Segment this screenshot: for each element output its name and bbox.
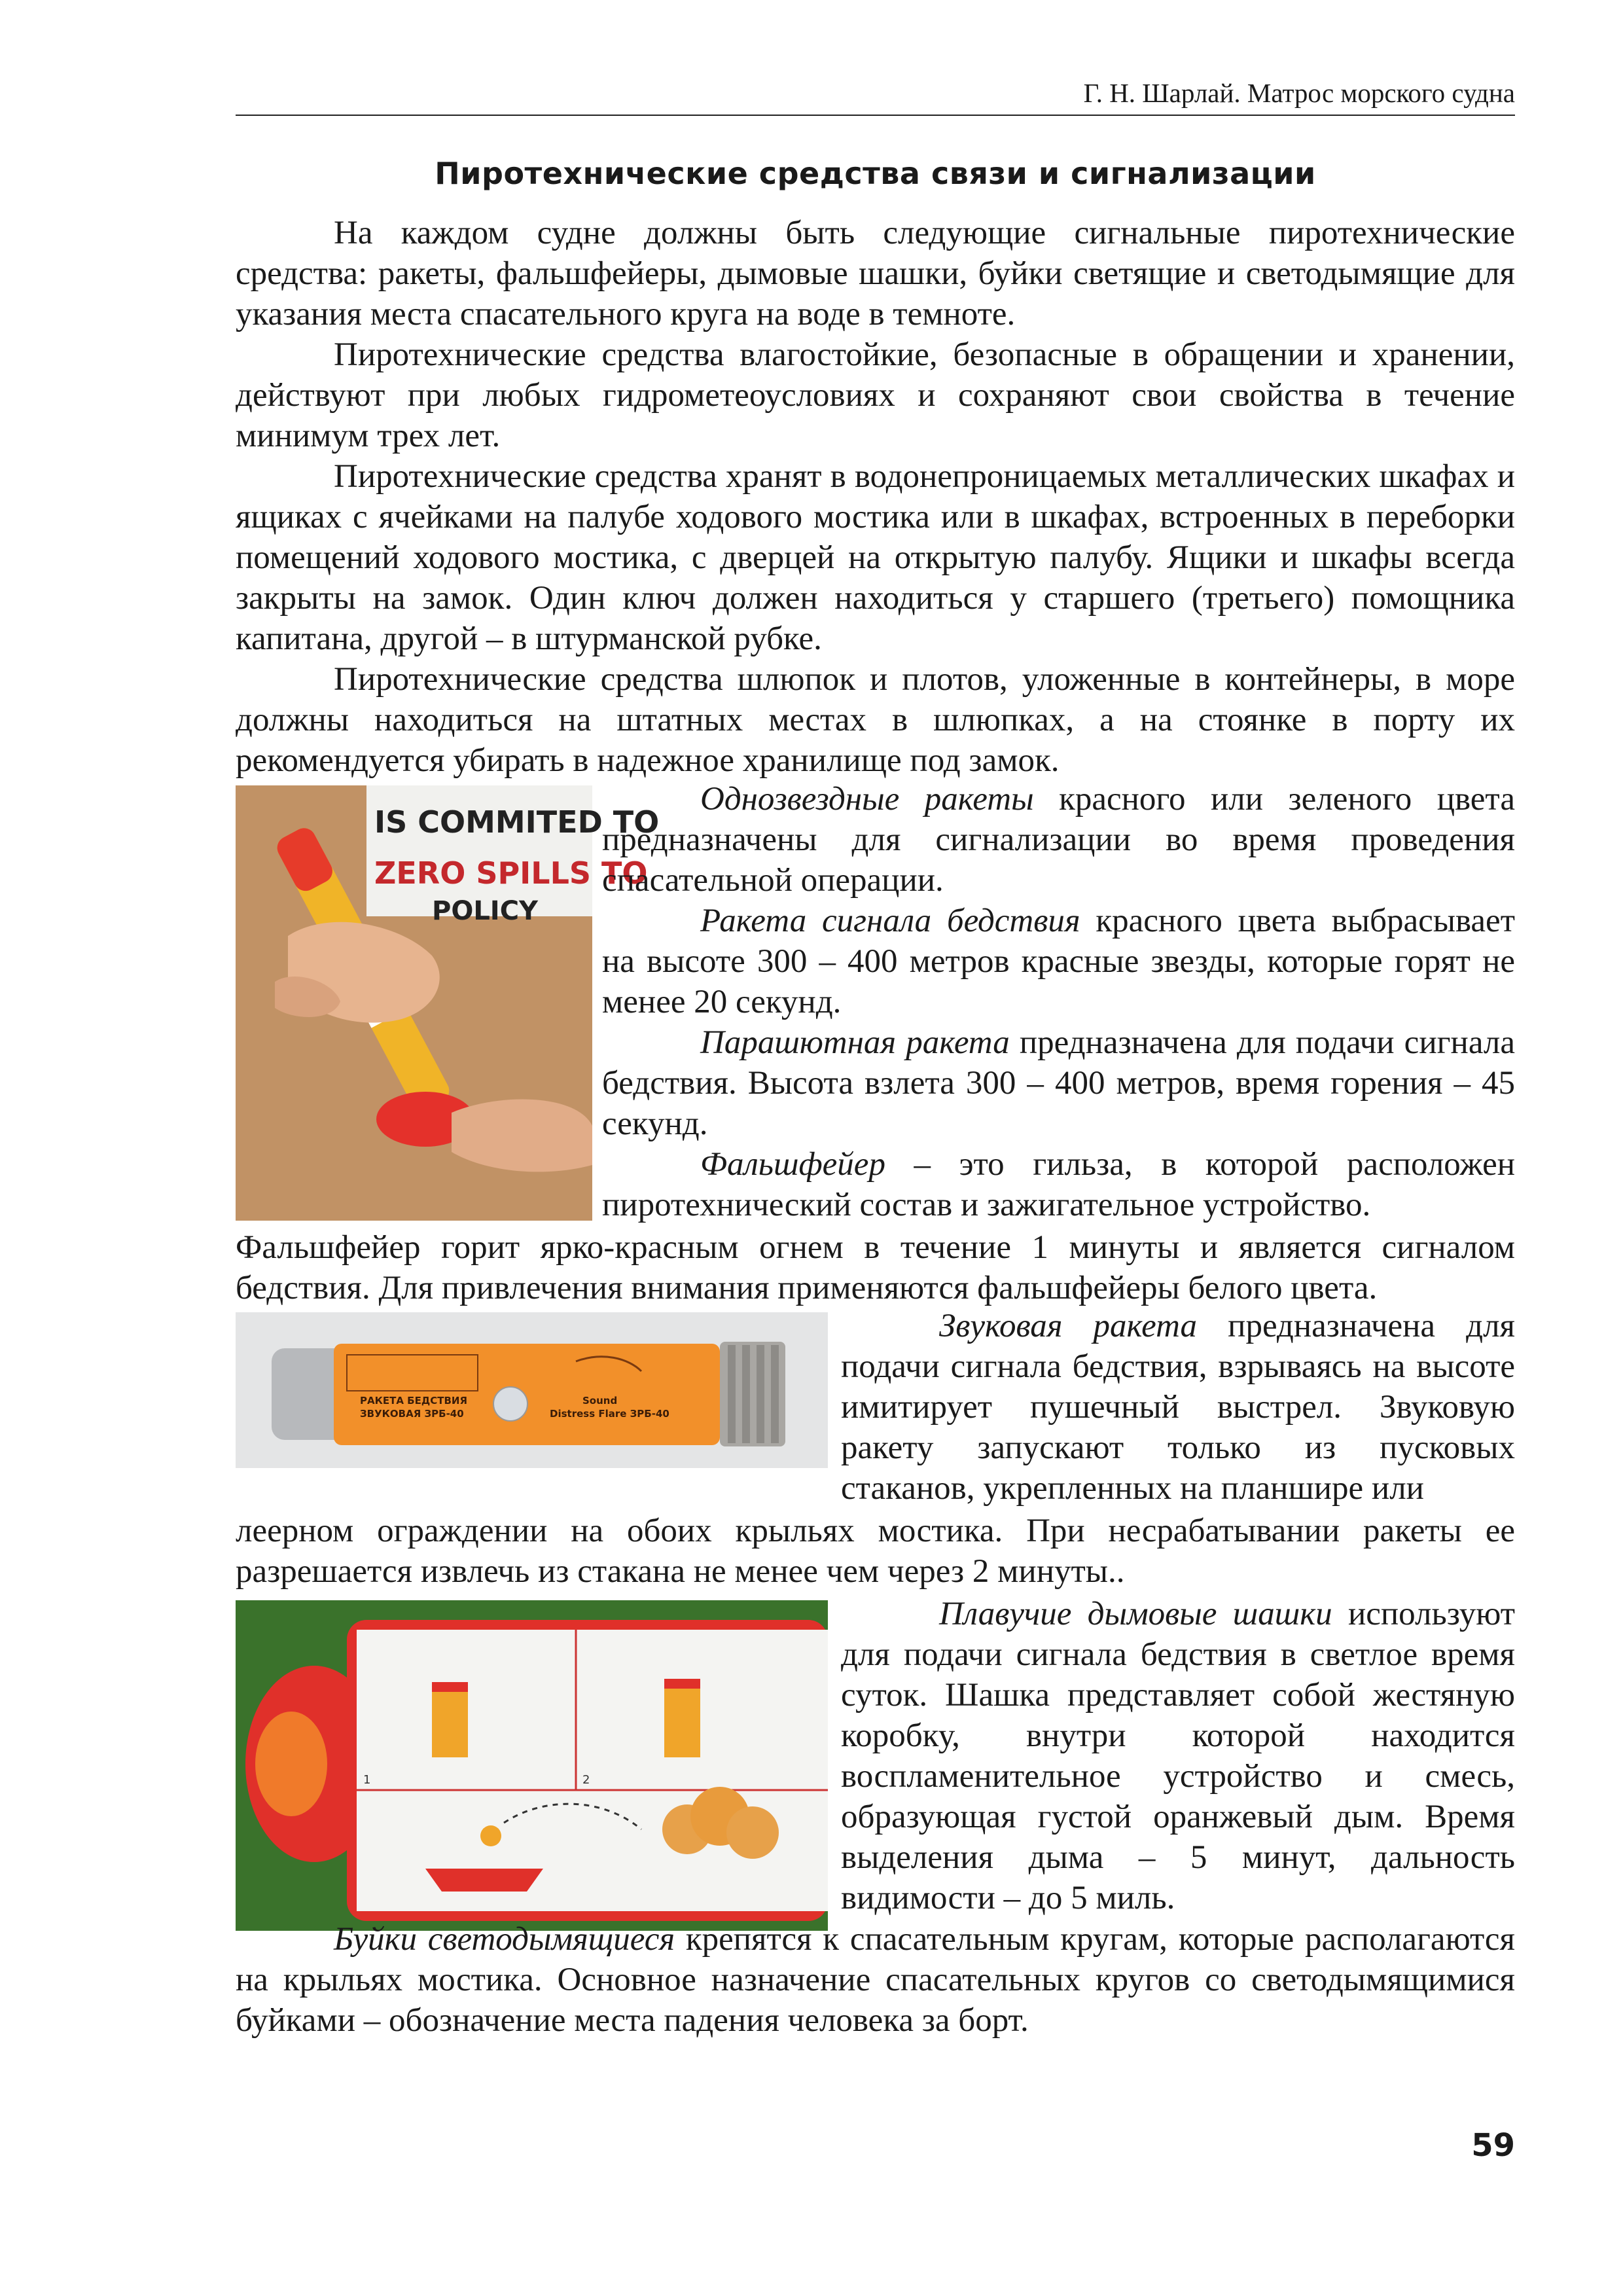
- header-rule: [236, 115, 1515, 116]
- smoke-canister-photo: [236, 1600, 828, 1931]
- paragraph-9-body-side: предназначена для подачи сигнала бедствия, взрываясь на высоте имитирует пушечный выстрел. Звуковую ракету запускают только из пусковых стаканов, укрепленных на планшире или: [841, 1308, 1515, 1507]
- smoke-side-text: [841, 1594, 1515, 1918]
- sound-rocket-side-text: [841, 1306, 1515, 1509]
- sign-line-1: IS COMMITED TO: [374, 804, 660, 840]
- term-single-star-rockets: Однозвездные ракеты: [700, 781, 1034, 817]
- term-hand-flare: Фальшфейер: [700, 1146, 885, 1183]
- section-title: Пиротехнические средства связи и сигнализации: [435, 156, 1316, 191]
- running-title: Г. Н. Шарлай. Матрос морского судна: [1083, 78, 1515, 108]
- step-1-label: 1: [363, 1773, 371, 1787]
- term-distress-rocket: Ракета сигнала бедствия: [700, 903, 1080, 939]
- sound-rocket-full-text: [236, 1511, 1515, 1592]
- page-number: 59: [1471, 2127, 1515, 2164]
- paragraph-2: Пиротехнические средства влагостойкие, безопасные в обращении и хранении, действуют при любых гидрометеоусловиях и сохраняют свои свойства в течение минимум трех лет.: [236, 336, 1515, 454]
- paragraph-6-body: красного цвета выбрасывает на высоте 300 – 400 метров красные звезды, которые горят не менее 20 секунд.: [602, 903, 1515, 1020]
- flare-label-en-1: Sound: [582, 1395, 618, 1407]
- flare-photo: [236, 785, 660, 1221]
- paragraph-8-body-side: – это гильза, в которой расположен пиротехнический состав и зажигательное устройство.: [602, 1146, 1515, 1223]
- buoys-text: [236, 1919, 1515, 2041]
- paragraph-6: [602, 901, 1515, 1022]
- step-2-label: 2: [582, 1773, 590, 1787]
- paragraph-7-body: предназначена для подачи сигнала бедствия. Высота взлета 300 – 400 метров, время горения – 45 секунд.: [602, 1024, 1515, 1142]
- flare-label-en-2: Distress Flare ЗРБ-40: [550, 1408, 669, 1420]
- paragraph-11-body: крепятся к спасательным кругам, которые располагаются на крыльях мостика. Основное назначение спасательных кругов со светодымящимися буйками – обозначение места падения человека за борт.: [236, 1921, 1515, 2039]
- flare-label-ru-1: РАКЕТА БЕДСТВИЯ: [360, 1395, 467, 1407]
- term-sound-rocket: Звуковая ракета: [939, 1308, 1198, 1344]
- term-parachute-rocket: Парашютная ракета: [700, 1024, 1010, 1061]
- sound-flare-photo: [236, 1312, 828, 1468]
- paragraph-7: [602, 1022, 1515, 1144]
- paragraph-5: [602, 779, 1515, 901]
- paragraph-9-part-1: [841, 1306, 1515, 1509]
- paragraph-5-body: красного или зеленого цвета предназначены для сигнализации во время проведения спасательной операции.: [602, 781, 1515, 899]
- sign-line-3: POLICY: [432, 896, 539, 926]
- term-floating-smoke: Плавучие дымовые шашки: [939, 1596, 1332, 1632]
- paragraph-8-part-1: [602, 1144, 1515, 1225]
- rockets-side-text: [602, 779, 1515, 1225]
- paragraph-10-body: используют для подачи сигнала бедствия в светлое время суток. Шашка представляет собой жестяную коробку, внутри которой находится воспламенительное устройство и смесь, образующая густой оранжевый дым. Время выделения дыма – 5 минут, дальность видимости – до 5 миль.: [841, 1596, 1515, 1916]
- paragraph-10: [841, 1594, 1515, 1918]
- intro-paragraphs: [236, 213, 1515, 781]
- paragraph-4: Пиротехнические средства шлюпок и плотов, уложенные в контейнеры, в море должны находиться на штатных местах в шлюпках, а на стоянке в порту их рекомендуется убирать в надежное хранилище под замок.: [236, 661, 1515, 779]
- paragraph-3: Пиротехнические средства хранят в водонепроницаемых металлических шкафах и ящиках с ячейками на палубе ходового мостика или в шкафах, встроенных в переборки помещений ходового мостика, с дверцей на открытую палубу. Ящики и шкафы всегда закрыты на замок. Один ключ должен находиться у старшего (третьего) помощника капитана, другой – в штурманской рубке.: [236, 458, 1515, 657]
- paragraph-11: [236, 1919, 1515, 2041]
- sign-line-2: ZERO SPILLS TO: [374, 855, 648, 891]
- hand-flare-full-text: [236, 1227, 1515, 1308]
- paragraph-1: На каждом судне должны быть следующие сигнальные пиротехнические средства: ракеты, фальшфейеры, дымовые шашки, буйки светящие и светодымящие для указания места спасательного круга на воде в темноте.: [236, 215, 1515, 332]
- paragraph-9-part-2: леерном ограждении на обоих крыльях мостика. При несрабатывании ракеты ее разрешается извлечь из стакана не менее чем через 2 минуты..: [236, 1513, 1515, 1590]
- term-smoke-buoys: Буйки светодымящиеся: [334, 1921, 675, 1958]
- flare-label-ru-2: ЗВУКОВАЯ ЗРБ-40: [360, 1408, 464, 1420]
- paragraph-8-part-2: Фальшфейер горит ярко-красным огнем в течение 1 минуты и является сигналом бедствия. Для привлечения внимания применяются фальшфейеры белого цвета.: [236, 1229, 1515, 1306]
